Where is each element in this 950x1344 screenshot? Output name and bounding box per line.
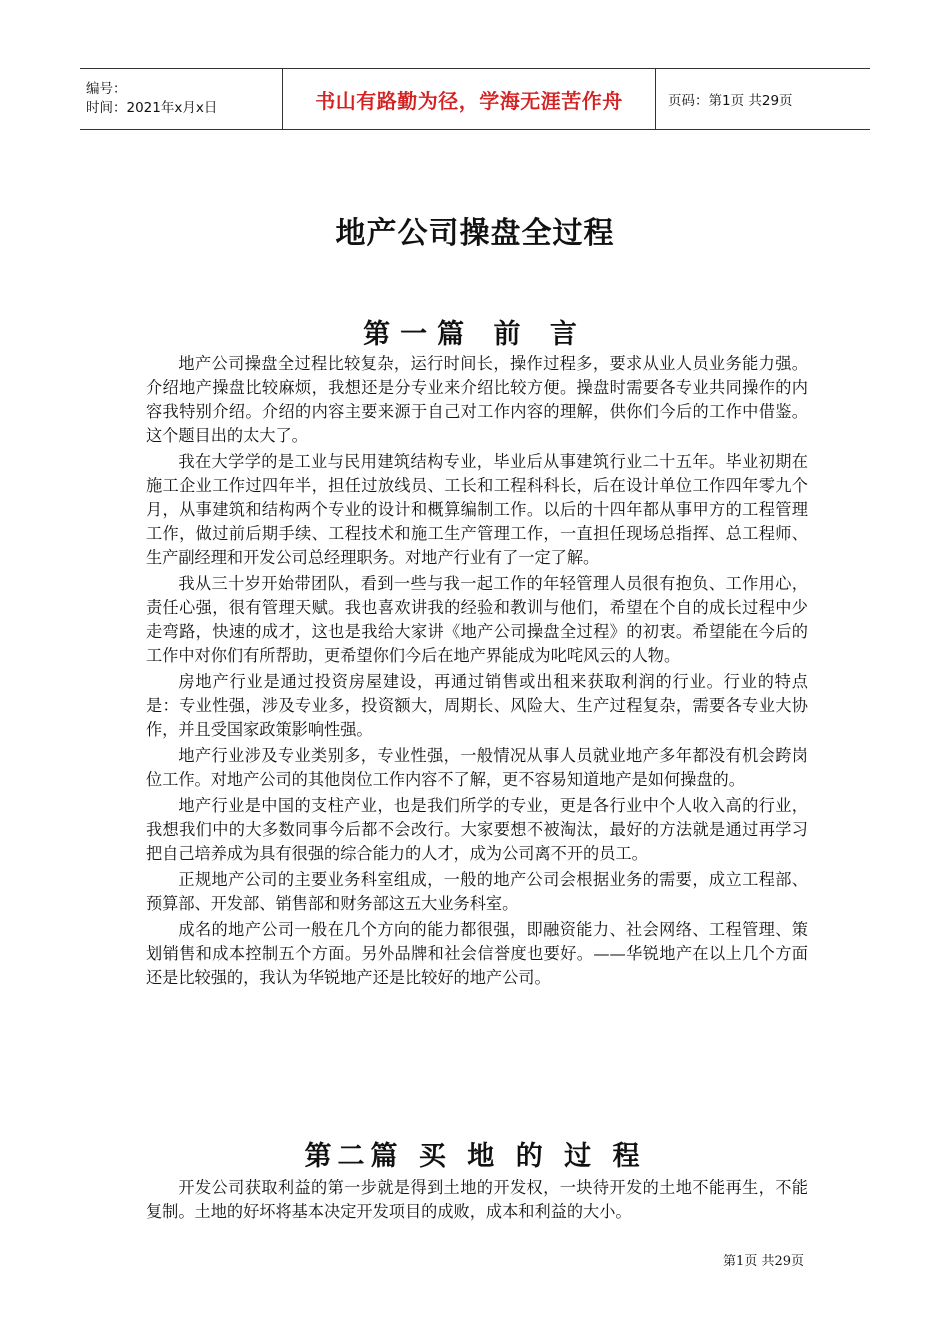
paragraph: 地产行业是中国的支柱产业，也是我们所学的专业，更是各行业中个人收入高的行业，我想我们中的大多数同事今后都不会改行。大家要想不被淘汰，最好的方法就是通过再学习把自己培养成为具有很强的综合能力的人才，成为公司离不开的员工。 — [146, 796, 808, 863]
section-heading-land-acquisition: 第二篇 买 地 的 过 程 — [304, 1141, 646, 1172]
document-date: 时间：2021年x月x日 — [86, 100, 218, 116]
document-number-label: 编号： — [86, 81, 127, 97]
paragraph: 我从三十岁开始带团队，看到一些与我一起工作的年轻管理人员很有抱负、工作用心，责任心强，很有管理天赋。我也喜欢讲我的经验和教训与他们，希望在个自的成长过程中少走弯路，快速的成才，这也是我给大家讲《地产公司操盘全过程》的初衷。希望能在今后的工作中对你们有所帮助，更希望你们今后在地产界能成为叱咤风云的人物。 — [146, 574, 808, 665]
paragraph: 我在大学学的是工业与民用建筑结构专业，毕业后从事建筑行业二十五年。毕业初期在施工企业工作过四年半，担任过放线员、工长和工程科科长，后在设计单位工作四年零九个月，从事建筑和结构两个专业的设计和概算编制工作。以后的十四年都从事甲方的工程管理工作，做过前后期手续、工程技术和施工生产管理工作，一直担任现场总指挥、总工程师、生产副经理和开发公司总经理职务。对地产行业有了一定了解。 — [146, 452, 808, 567]
section-heading-preface: 第一篇 前 言 — [363, 319, 587, 350]
paragraph: 房地产行业是通过投资房屋建设，再通过销售或出租来获取利润的行业。行业的特点是：专业性强，涉及专业多，投资额大，周期长、风险大、生产过程复杂，需要各专业大协作，并且受国家政策影响性强。 — [146, 672, 808, 739]
paragraph: 成名的地产公司一般在几个方向的能力都很强，即融资能力、社会网络、工程管理、策划销售和成本控制五个方面。另外品牌和社会信誉度也要好。——华锐地产在以上几个方面还是比较强的，我认为华锐地产还是比较好的地产公司。 — [146, 920, 808, 987]
section-body-land-acquisition — [146, 1176, 808, 1226]
page-header — [80, 68, 870, 130]
page-footer: 第1页 共29页 — [723, 1254, 804, 1269]
paragraph: 地产公司操盘全过程比较复杂，运行时间长，操作过程多，要求从业人员业务能力强。介绍地产操盘比较麻烦，我想还是分专业来介绍比较方便。操盘时需要各专业共同操作的内容我特别介绍。介绍的内容主要来源于自己对工作内容的理解，供你们今后的工作中借鉴。这个题目出的太大了。 — [146, 354, 808, 445]
paragraph: 开发公司获取利益的第一步就是得到土地的开发权，一块待开发的土地不能再生，不能复制。土地的好坏将基本决定开发项目的成败，成本和利益的大小。 — [146, 1178, 808, 1221]
section-body-preface — [146, 352, 808, 992]
header-motto: 书山有路勤为径，学海无涯苦作舟 — [282, 69, 656, 129]
paragraph: 地产行业涉及专业类别多，专业性强，一般情况从事人员就业地产多年都没有机会跨岗位工作。对地产公司的其他岗位工作内容不了解，更不容易知道地产是如何操盘的。 — [146, 746, 808, 789]
header-page-info: 页码：第1页 共29页 — [668, 93, 793, 109]
header-meta — [80, 69, 282, 129]
document-title: 地产公司操盘全过程 — [335, 216, 615, 251]
paragraph: 正规地产公司的主要业务科室组成，一般的地产公司会根据业务的需要，成立工程部、预算部、开发部、销售部和财务部这五大业务科室。 — [146, 870, 808, 913]
